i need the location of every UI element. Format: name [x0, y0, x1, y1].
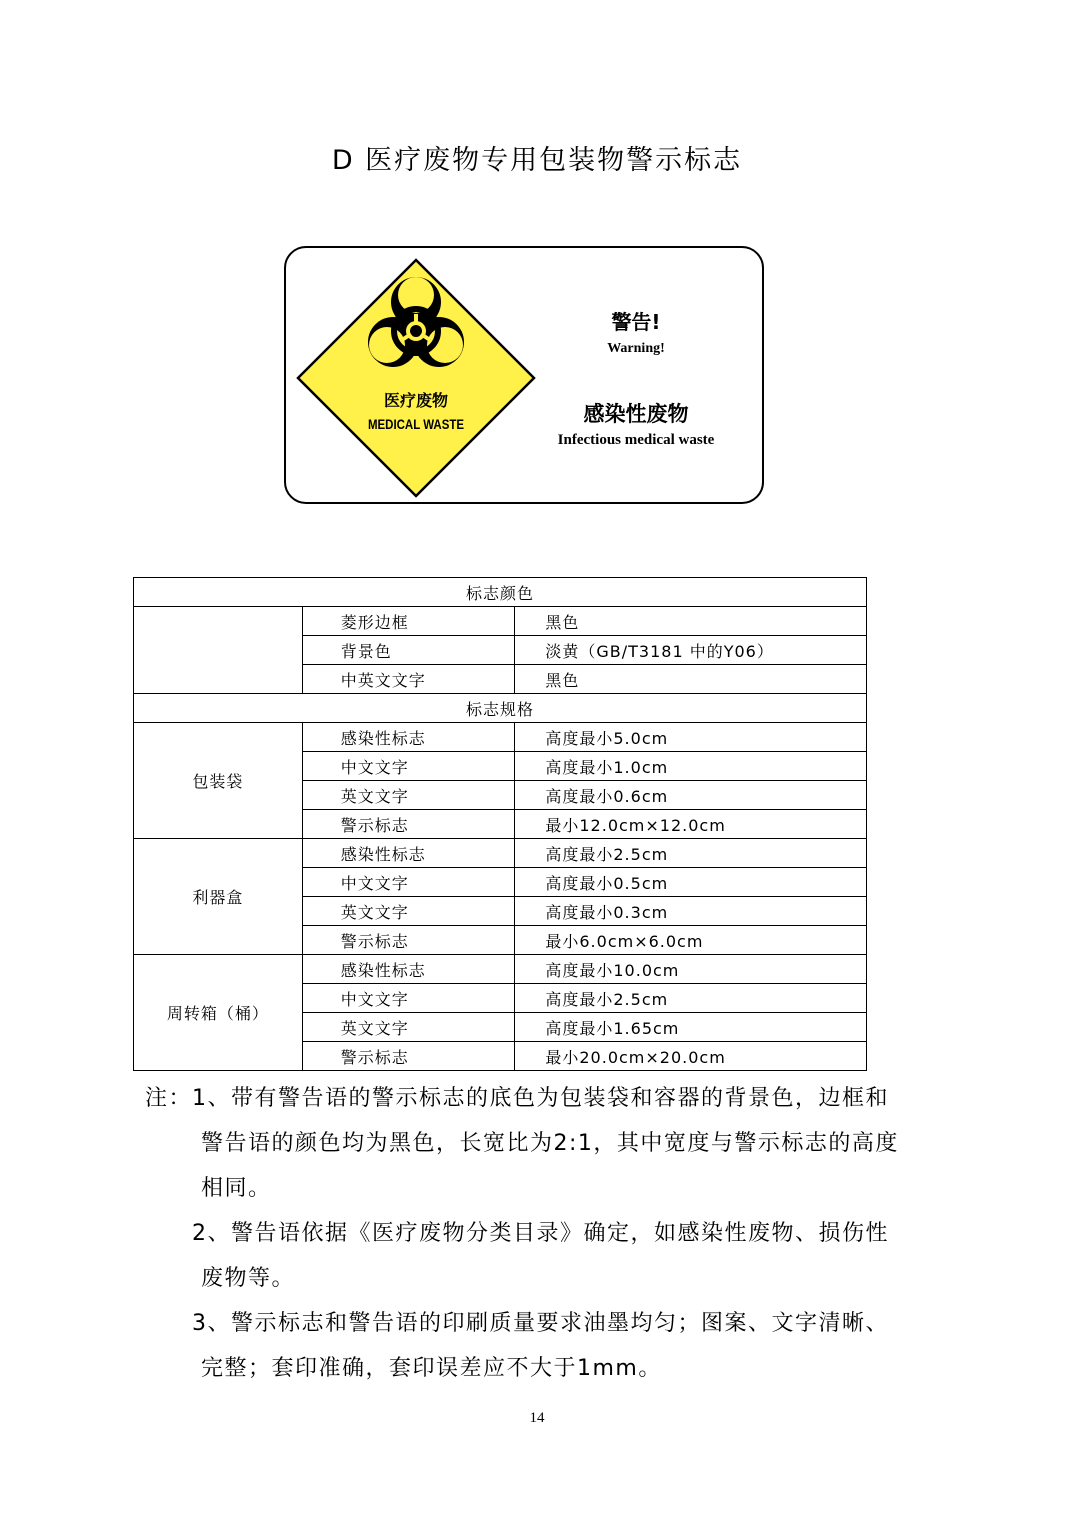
color-item: 菱形边框	[302, 607, 515, 636]
spec-value: 最小12.0cm×12.0cm	[515, 810, 867, 839]
spec-item: 中文文字	[302, 868, 515, 897]
warning-sign	[284, 246, 764, 504]
spec-value: 最小6.0cm×6.0cm	[515, 926, 867, 955]
notes-label: 注：	[145, 1086, 193, 1111]
spec-section-header: 标志规格	[134, 694, 867, 723]
spec-item: 警示标志	[302, 810, 515, 839]
note-text: 废物等。	[201, 1266, 296, 1291]
biohazard-diamond	[286, 248, 766, 506]
note-text: 相同。	[201, 1176, 272, 1201]
empty-cell	[134, 607, 303, 694]
color-value: 淡黄（GB/T3181 中的Y06）	[515, 636, 867, 665]
waste-type-cn: 感染性废物	[583, 402, 689, 426]
spec-value: 高度最小2.5cm	[515, 984, 867, 1013]
table-row	[134, 839, 867, 868]
spec-value: 最小20.0cm×20.0cm	[515, 1042, 867, 1071]
color-item: 背景色	[302, 636, 515, 665]
table-row	[134, 694, 867, 723]
spec-item: 英文文字	[302, 781, 515, 810]
spec-table	[133, 577, 867, 1071]
spec-value: 高度最小0.6cm	[515, 781, 867, 810]
table-row	[134, 723, 867, 752]
group-name: 周转箱（桶）	[134, 955, 303, 1071]
note-text: 警告语的颜色均为黑色，长宽比为2:1，其中宽度与警示标志的高度	[201, 1131, 899, 1156]
spec-item: 英文文字	[302, 897, 515, 926]
spec-item: 感染性标志	[302, 723, 515, 752]
note-text: 3、警示标志和警告语的印刷质量要求油墨均匀；图案、文字清晰、	[192, 1311, 889, 1336]
spec-item: 英文文字	[302, 1013, 515, 1042]
spec-item: 中文文字	[302, 752, 515, 781]
diamond-label-en: MEDICAL WASTE	[367, 416, 465, 432]
biohazard-icon	[368, 277, 464, 367]
color-item: 中英文文字	[302, 665, 515, 694]
table-row	[134, 607, 867, 636]
spec-value: 高度最小5.0cm	[515, 723, 867, 752]
note-line	[145, 1082, 945, 1127]
note-text: 2、警告语依据《医疗废物分类目录》确定，如感染性废物、损伤性	[192, 1221, 889, 1246]
spec-item: 警示标志	[302, 926, 515, 955]
notes	[145, 1082, 945, 1397]
group-name: 利器盒	[134, 839, 303, 955]
page-title: D 医疗废物专用包装物警示标志	[331, 145, 743, 176]
spec-value: 高度最小1.65cm	[515, 1013, 867, 1042]
spec-value: 高度最小1.0cm	[515, 752, 867, 781]
spec-value: 高度最小0.5cm	[515, 868, 867, 897]
spec-value: 高度最小0.3cm	[515, 897, 867, 926]
color-section-header: 标志颜色	[134, 578, 867, 607]
note-text: 1、带有警告语的警示标志的底色为包装袋和容器的背景色，边框和	[192, 1086, 890, 1111]
waste-type-en: Infectious medical waste	[557, 432, 715, 448]
page-number: 14	[529, 1410, 545, 1426]
spec-item: 警示标志	[302, 1042, 515, 1071]
spec-item: 中文文字	[302, 984, 515, 1013]
group-name: 包装袋	[134, 723, 303, 839]
table-row	[134, 955, 867, 984]
spec-value: 高度最小10.0cm	[515, 955, 867, 984]
warning-en: Warning!	[607, 341, 665, 356]
color-value: 黑色	[515, 665, 867, 694]
spec-item: 感染性标志	[302, 955, 515, 984]
color-value: 黑色	[515, 607, 867, 636]
warning-cn: 警告!	[611, 310, 661, 334]
spec-item: 感染性标志	[302, 839, 515, 868]
diamond-label-cn: 医疗废物	[383, 391, 448, 410]
note-text: 完整；套印准确，套印误差应不大于1mm。	[201, 1356, 662, 1381]
table-row	[134, 578, 867, 607]
spec-value: 高度最小2.5cm	[515, 839, 867, 868]
